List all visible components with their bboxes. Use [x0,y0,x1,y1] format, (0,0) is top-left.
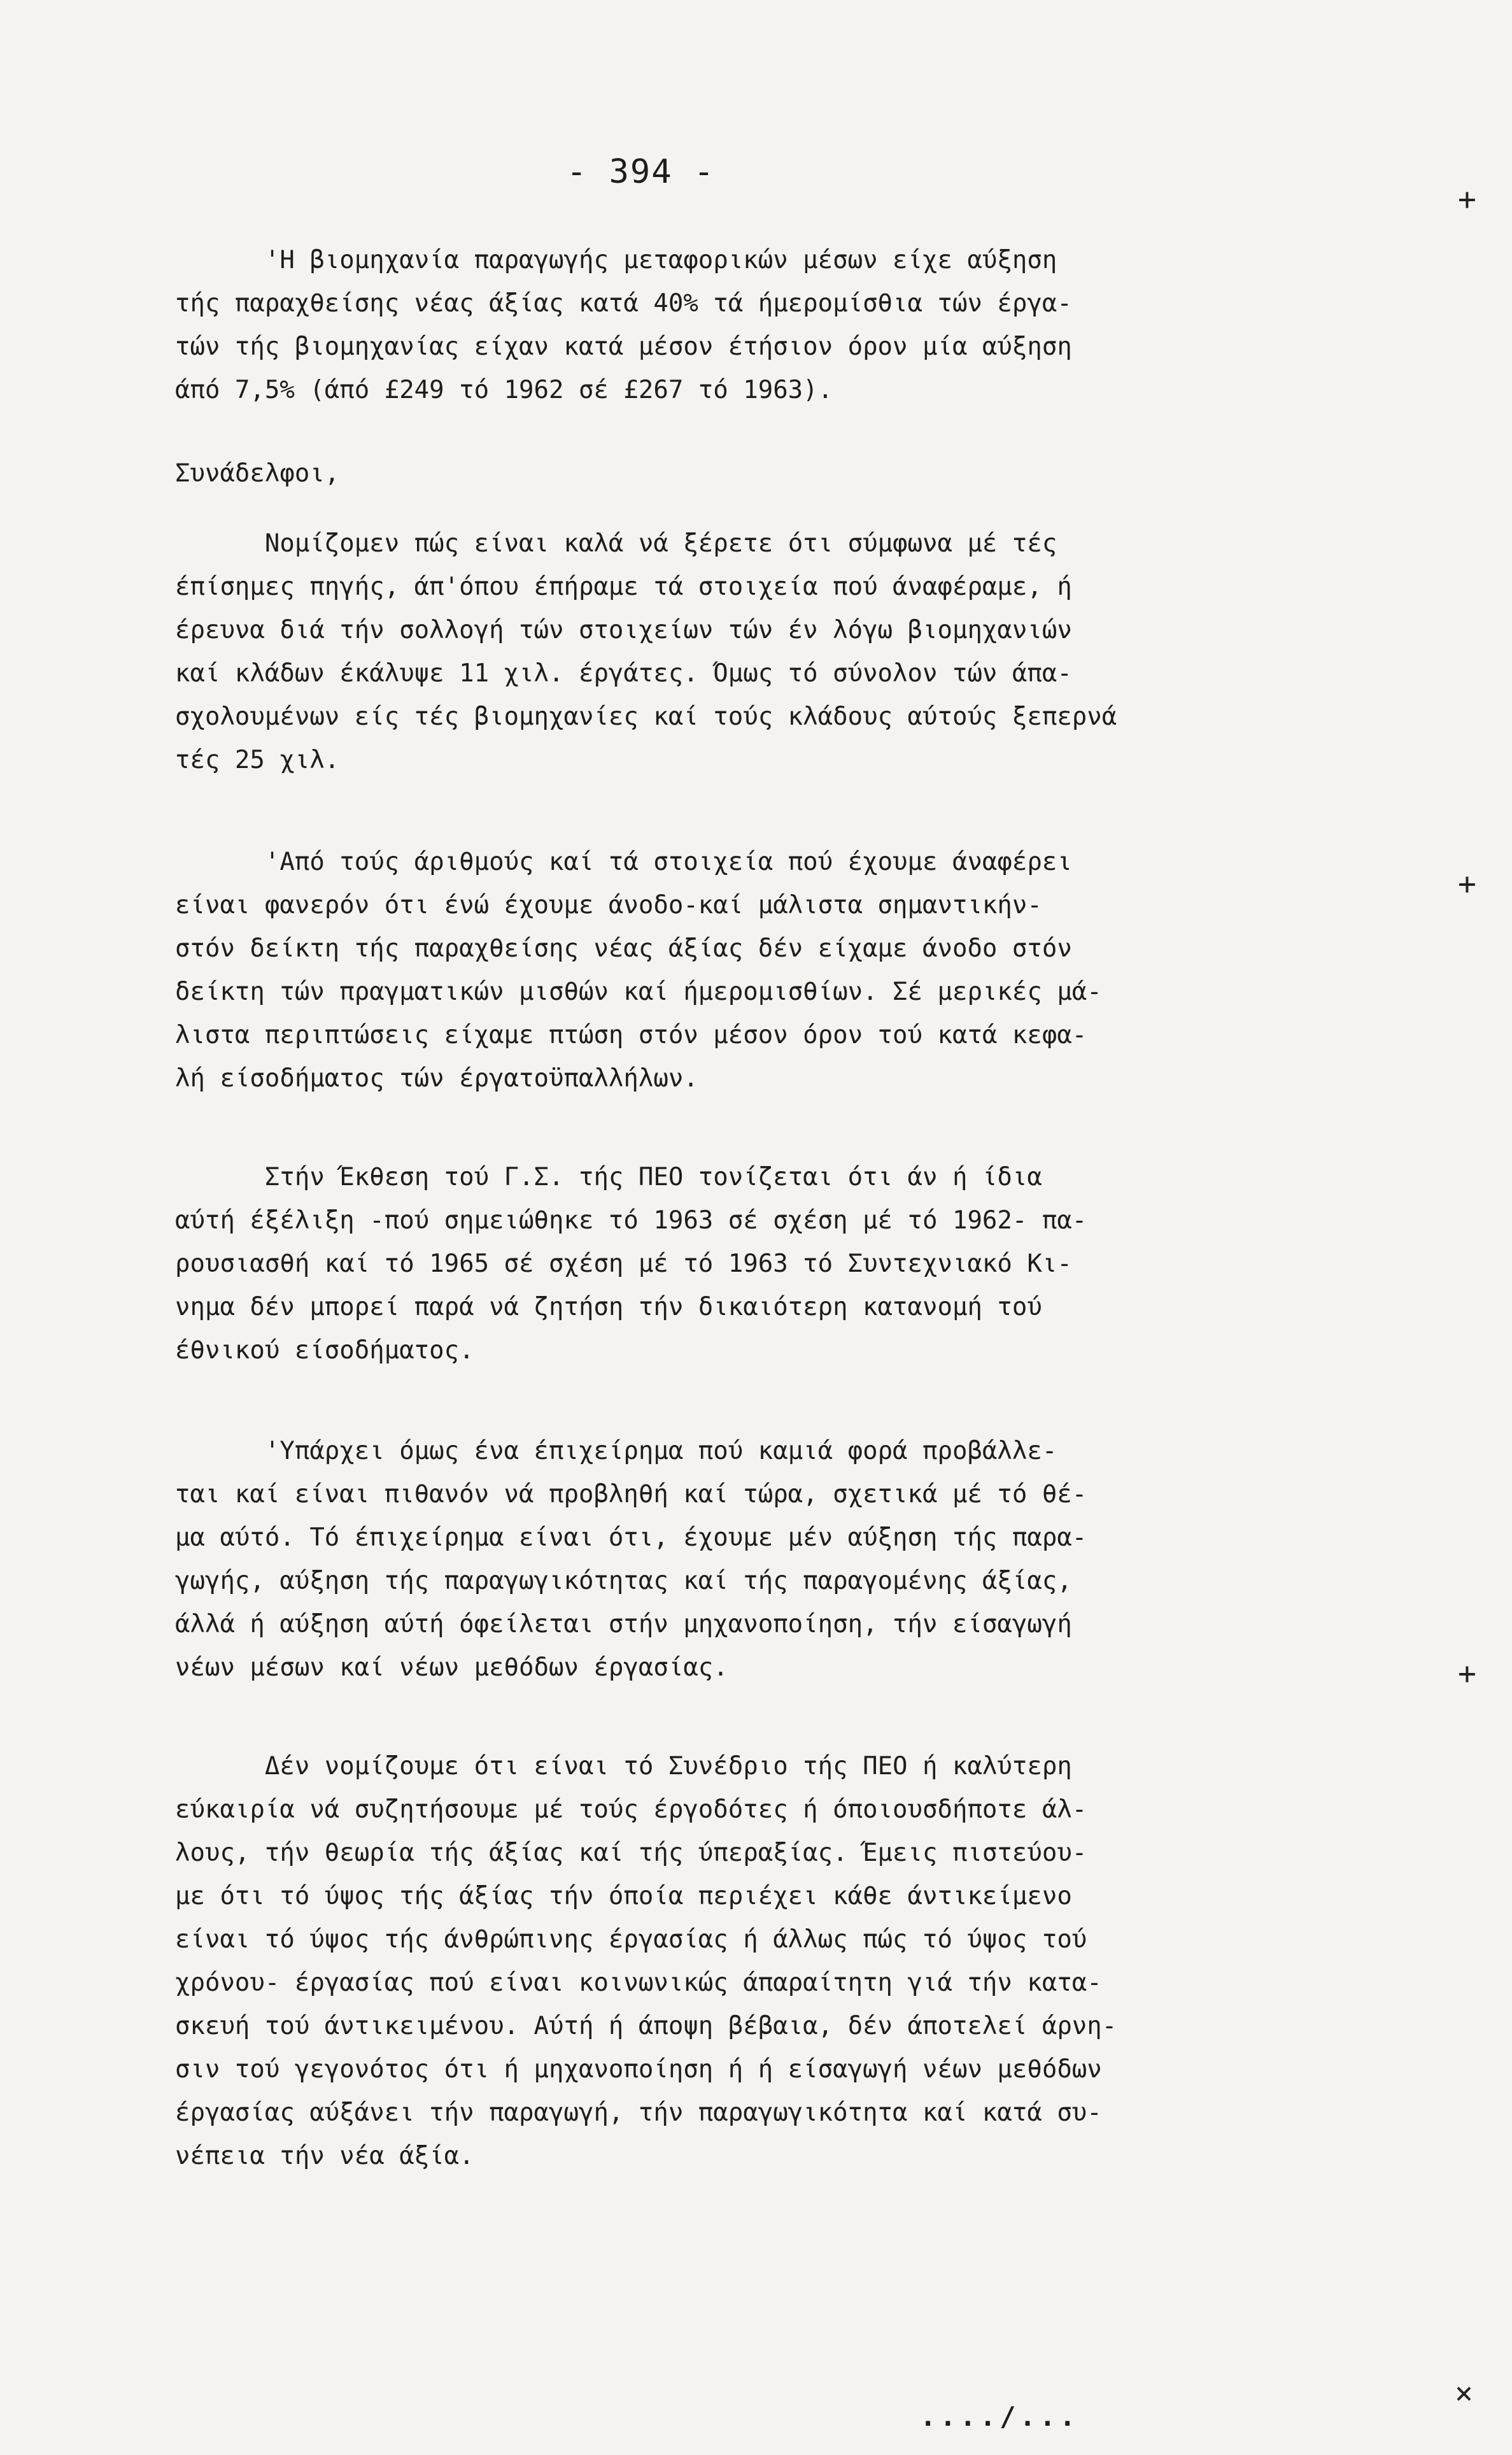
paragraph-3: 'Από τούς άριθμούς καί τά στοιχεία πού έχουμε άναφέρει είναι φανερόν ότι ένώ έχουμε άνοδο-καί μάλιστα σημαντικήν- στόν δείκτη τής παραχθείσης νέας άξίας δέν είχαμε άνοδο στόν δείκτη τών πραγματικών μισθών καί ήμερομισθίων. Σέ μερικές μά- λιστα περιπτώσεις είχαμε πτώση στόν μέσον όρον τού κατά κεφα- λή είσοδήματος τών έργατοϋπαλλήλων. [175,848,1102,1093]
page-number: - 394 - [567,153,716,191]
margin-mark-2: + [1458,866,1476,902]
margin-mark-1: + [1458,181,1476,217]
continuation-mark: ..../... [920,2401,1080,2432]
paragraph-1: 'Η βιομηχανία παραγωγής μεταφορικών μέσων είχε αύξηση τής παραχθείσης νέας άξίας κατά 40% τά ήμερομίσθια τών έργα- τών τής βιομηχανίας είχαν κατά μέσον έτήσιον όρον μία αύξηση άπό 7,5% (άπό £249 τό 1962 σέ £267 τό 1963). [175,246,1072,404]
margin-mark-4: × [1455,2375,1473,2411]
salutation: Συνάδελφοι, [175,459,340,488]
margin-mark-3: + [1458,1656,1476,1691]
paragraph-6: Δέν νομίζουμε ότι είναι τό Συνέδριο τής ΠΕΟ ή καλύτερη εύκαιρία νά συζητήσουμε μέ τούς έργοδότες ή όποιουσδήποτε άλ- λους, τήν θεωρία τής άξίας καί τής ύπεραξίας. Έμεις πιστεύου- με ότι τό ύψος τής άξίας τήν όποία περιέχει κάθε άντικείμενο είναι τό ύψος τής άνθρώπινης έργασίας ή άλλως πώς τό ύψος τού χρόνου- έργασίας πού είναι κοινωνικώς άπαραίτητη γιά τήν κατα- σκευή τού άντικειμένου. Αύτή ή άποψη βέβαια, δέν άποτελεί άρνη- σιν τού γεγονότος ότι ή μηχανοποίηση ή ή είσαγωγή νέων μεθόδων έργασίας αύξάνει τήν παραγωγή, τήν παραγωγικότητα καί κατά συ- νέπεια τήν νέα άξία. [175,1752,1117,2170]
paragraph-5: 'Υπάρχει όμως ένα έπιχείρημα πού καμιά φορά προβάλλε- ται καί είναι πιθανόν νά προβληθή καί τώρα, σχετικά μέ τό θέ- μα αύτό. Τό έπιχείρημα είναι ότι, έχουμε μέν αύξηση τής παρα- γωγής, αύξηση τής παραγωγικότητας καί τής παραγομένης άξίας, άλλά ή αύξηση αύτή όφείλεται στήν μηχανοποίηση, τήν είσαγωγή νέων μέσων καί νέων μεθόδων έργασίας. [175,1437,1087,1682]
paragraph-2: Νομίζομεν πώς είναι καλά νά ξέρετε ότι σύμφωνα μέ τές έπίσημες πηγής, άπ'όπου έπήραμε τά στοιχεία πού άναφέραμε, ή έρευνα διά τήν σολλογή τών στοιχείων τών έν λόγω βιομηχανιών καί κλάδων έκάλυψε 11 χιλ. έργάτες. Όμως τό σύνολον τών άπα- σχολουμένων είς τές βιομηχανίες καί τούς κλάδους αύτούς ξεπερνά τές 25 χιλ. [175,529,1117,774]
paragraph-4: Στήν Έκθεση τού Γ.Σ. τής ΠΕΟ τονίζεται ότι άν ή ίδια αύτή έξέλιξη -πού σημειώθηκε τό 1963 σέ σχέση μέ τό 1962- πα- ρουσιασθή καί τό 1965 σέ σχέση μέ τό 1963 τό Συντεχνιακό Κι- νημα δέν μπορεί παρά νά ζητήση τήν δικαιότερη κατανομή τού έθνικού είσοδήματος. [175,1163,1087,1365]
